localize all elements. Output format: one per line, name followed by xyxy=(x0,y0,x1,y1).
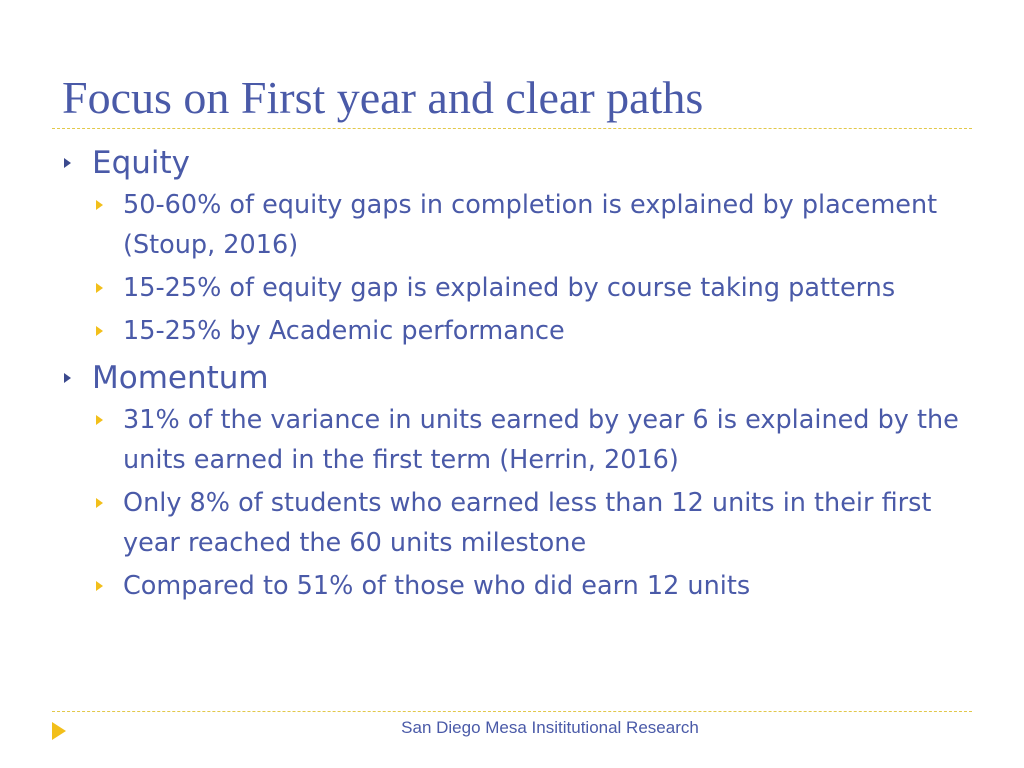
slide-title: Focus on First year and clear paths xyxy=(62,72,704,123)
section-momentum xyxy=(0,359,1024,606)
bullet-level1-equity xyxy=(0,144,1024,182)
bullet-text: Compared to 51% of those who did earn 12 units xyxy=(123,571,751,601)
bullet-level2 xyxy=(0,566,1024,606)
footer-divider xyxy=(52,711,972,712)
bullet-level1-momentum xyxy=(0,359,1024,397)
bullet-text: 15-25% by Academic performance xyxy=(123,316,565,346)
bullet-text: Equity xyxy=(92,145,191,181)
bullet-triangle-icon xyxy=(96,326,103,336)
bullet-text: 15-25% of equity gap is explained by course taking patterns xyxy=(123,273,896,303)
bullet-text: Momentum xyxy=(92,360,269,396)
bullet-level2 xyxy=(0,400,1024,480)
title-divider xyxy=(52,128,972,129)
bullet-triangle-icon xyxy=(96,200,103,210)
bullet-triangle-icon xyxy=(96,415,103,425)
bullet-level2 xyxy=(0,311,1024,351)
bullet-triangle-icon xyxy=(96,581,103,591)
bullet-level2 xyxy=(0,483,1024,563)
bullet-triangle-icon xyxy=(64,373,71,383)
bullet-level2 xyxy=(0,268,1024,308)
bullet-text: 50-60% of equity gaps in completion is explained by placement (Stoup, 2016) xyxy=(123,190,938,260)
bullet-text: 31% of the variance in units earned by year 6 is explained by the units earned in the first term (Herrin, 2016) xyxy=(123,405,959,475)
slide-body xyxy=(0,138,1024,606)
section-equity xyxy=(0,144,1024,351)
footer-text: San Diego Mesa Insititutional Research xyxy=(401,718,699,737)
bullet-text: Only 8% of students who earned less than 12 units in their first year reached the 60 units milestone xyxy=(123,488,932,558)
bullet-triangle-icon xyxy=(96,498,103,508)
bullet-level2 xyxy=(0,185,1024,265)
bullet-triangle-icon xyxy=(96,283,103,293)
bullet-triangle-icon xyxy=(64,158,71,168)
